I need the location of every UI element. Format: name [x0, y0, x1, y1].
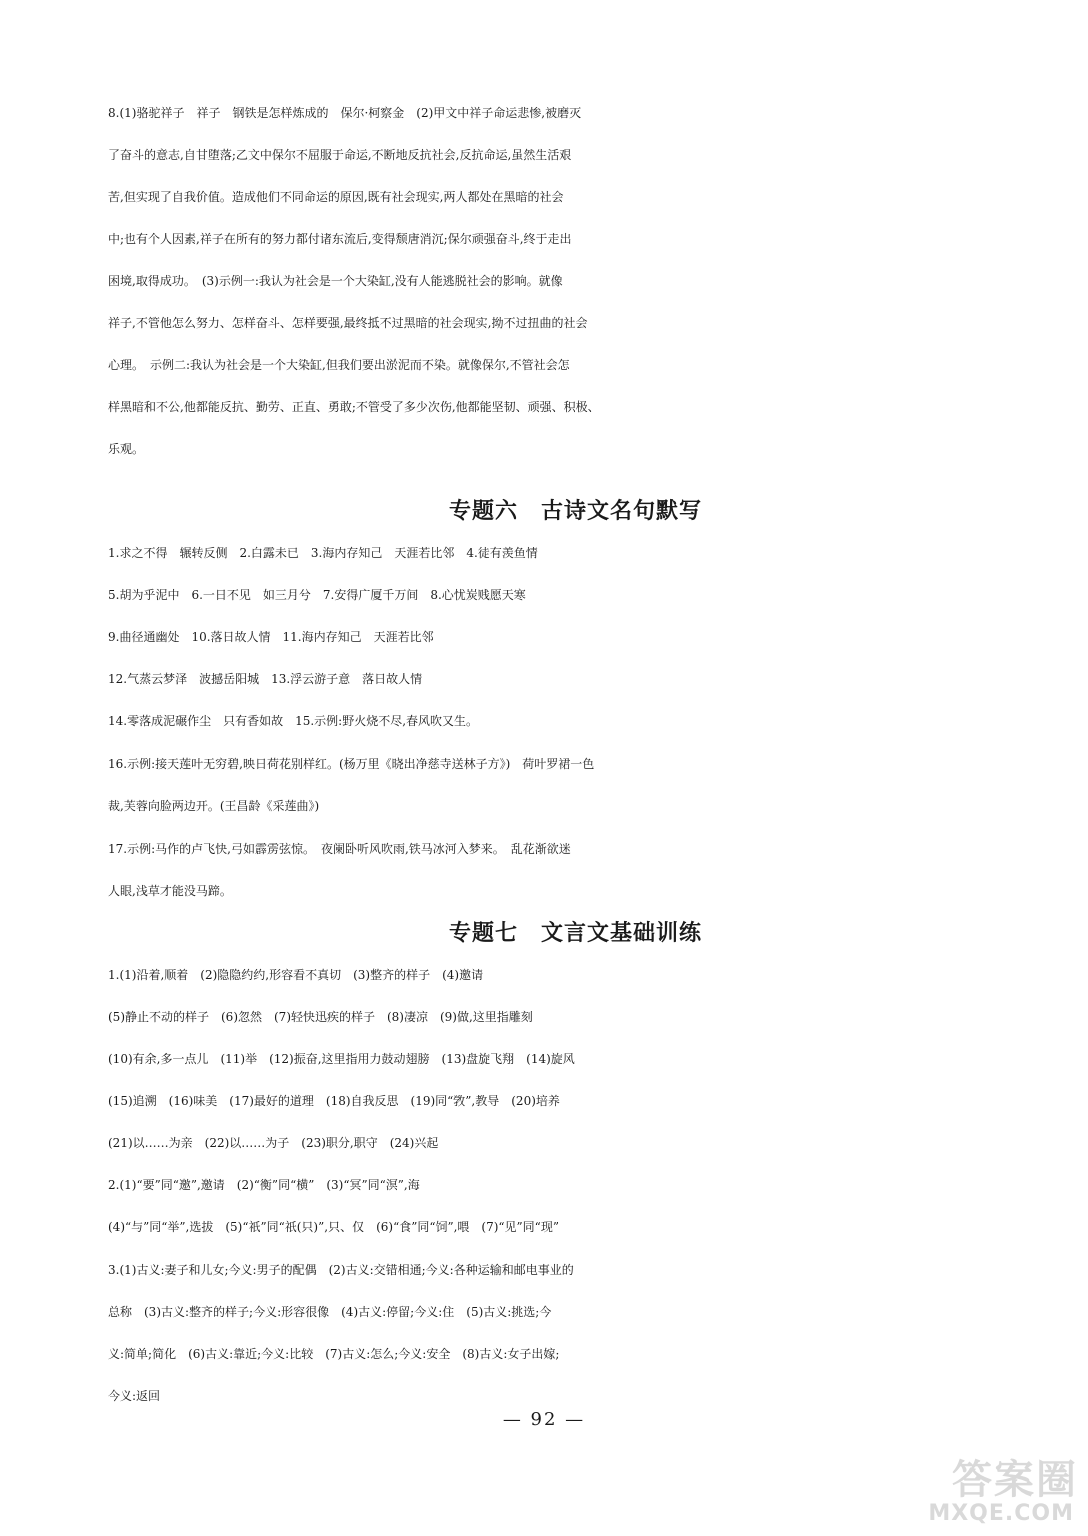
- text-line: (15)追溯 (16)味美 (17)最好的道理 (18)自我反思 (19)同“敩”,教导 (20)培养: [108, 1094, 560, 1108]
- text-line: 14.零落成泥碾作尘 只有香如故 15.示例:野火烧不尽,春风吹又生。: [108, 714, 479, 728]
- text-line: 苦,但实现了自我价值。造成他们不同命运的原因,既有社会现实,两人都处在黑暗的社会: [108, 190, 564, 204]
- text-line: (10)有余,多一点儿 (11)举 (12)振奋,这里指用力鼓动翅膀 (13)盘旋飞翔 (14)旋风: [108, 1052, 575, 1066]
- section-7-answer-3: [108, 1249, 1065, 1417]
- text-line: 中;也有个人因素,祥子在所有的努力都付诸东流后,变得颓唐消沉;保尔顽强奋斗,终于走出: [108, 232, 572, 246]
- page-number: — 92 —: [502, 1409, 586, 1430]
- text-line: 裁,芙蓉向脸两边开。(王昌龄《采莲曲》): [108, 799, 320, 813]
- section-7-answer-2: [108, 1164, 1065, 1248]
- text-line: 16.示例:接天莲叶无穷碧,映日荷花别样红。(杨万里《晓出净慈寺送林子方》) 荷叶罗裙一色: [108, 757, 595, 771]
- text-line: 样黑暗和不公,他都能反抗、勤劳、正直、勇敢;不管受了多少次伤,他都能坚韧、顽强、积极、: [108, 400, 600, 414]
- text-line: 1.求之不得 辗转反侧 2.白露未已 3.海内存知己 天涯若比邻 4.徒有羡鱼情: [108, 546, 538, 560]
- section-7-answer-1: [108, 954, 1065, 1164]
- text-line: 今义:返回: [108, 1389, 161, 1403]
- text-line: 总称 (3)古义:整齐的样子;今义:形容很像 (4)古义:停留;今义:住 (5)古义:挑选;今: [108, 1305, 552, 1319]
- text-line: 12.气蒸云梦泽 波撼岳阳城 13.浮云游子意 落日故人情: [108, 672, 423, 686]
- text-line: 困境,取得成功。 (3)示例一:我认为社会是一个大染缸,没有人能逃脱社会的影响。就像: [108, 274, 563, 288]
- section-6-title: 专题六 古诗文名句默写: [448, 498, 702, 524]
- text-line: 1.(1)沿着,顺着 (2)隐隐约约,形容看不真切 (3)整齐的样子 (4)邀请: [108, 968, 484, 982]
- watermark-logo: [928, 1448, 1078, 1528]
- text-line: 3.(1)古义:妻子和儿女;今义:男子的配偶 (2)古义:交错相通;今义:各种运输和邮电事业的: [108, 1263, 574, 1277]
- text-line: (5)静止不动的样子 (6)忽然 (7)轻快迅疾的样子 (8)凄凉 (9)做,这里指雕刻: [108, 1010, 533, 1024]
- text-line: 17.示例:马作的卢飞快,弓如霹雳弦惊。 夜阑卧听风吹雨,铁马冰河入梦来。 乱花渐欲迷: [108, 842, 571, 856]
- answer-16: [108, 743, 1065, 827]
- answer-17: [108, 828, 1065, 912]
- text-line: 心理。 示例二:我认为社会是一个大染缸,但我们要出淤泥而不染。就像保尔,不管社会怎: [108, 358, 570, 372]
- text-line: 了奋斗的意志,自甘堕落;乙文中保尔不屈服于命运,不断地反抗社会,反抗命运,虽然生活艰: [108, 148, 572, 162]
- text-line: (21)以……为亲 (22)以……为子 (23)职分,职守 (24)兴起: [108, 1136, 439, 1150]
- watermark-top-text: 答案圈: [952, 1457, 1078, 1503]
- section-7-title: 专题七 文言文基础训练: [448, 920, 702, 946]
- watermark-bottom-text: MXQE.COM: [928, 1501, 1074, 1526]
- answer-8: [108, 92, 1065, 470]
- text-line: 2.(1)“要”同“邀”,邀请 (2)“衡”同“横” (3)“冥”同“溟”,海: [108, 1178, 420, 1192]
- text-line: 乐观。: [108, 442, 145, 456]
- text-line: 5.胡为乎泥中 6.一日不见 如三月兮 7.安得广厦千万间 8.心忧炭贱愿天寒: [108, 588, 526, 602]
- text-line: (4)“与”同“举”,选拔 (5)“祇”同“祇(只)”,只、仅 (6)“食”同“饲”,喂 (7)“见”同“现”: [108, 1220, 559, 1234]
- text-line: 9.曲径通幽处 10.落日故人情 11.海内存知己 天涯若比邻: [108, 630, 434, 644]
- text-line: 祥子,不管他怎么努力、怎样奋斗、怎样要强,最终抵不过黑暗的社会现实,拗不过扭曲的社会: [108, 316, 588, 330]
- section-6-answers: [108, 532, 1043, 742]
- text-line: 人眼,浅草才能没马蹄。: [108, 884, 232, 898]
- text-line: 义:简单;简化 (6)古义:靠近;今义:比较 (7)古义:怎么;今义:安全 (8)古义:女子出嫁;: [108, 1347, 560, 1361]
- text-line: 8.(1)骆驼祥子 祥子 钢铁是怎样炼成的 保尔·柯察金 (2)甲文中祥子命运悲惨,被磨灭: [108, 106, 582, 120]
